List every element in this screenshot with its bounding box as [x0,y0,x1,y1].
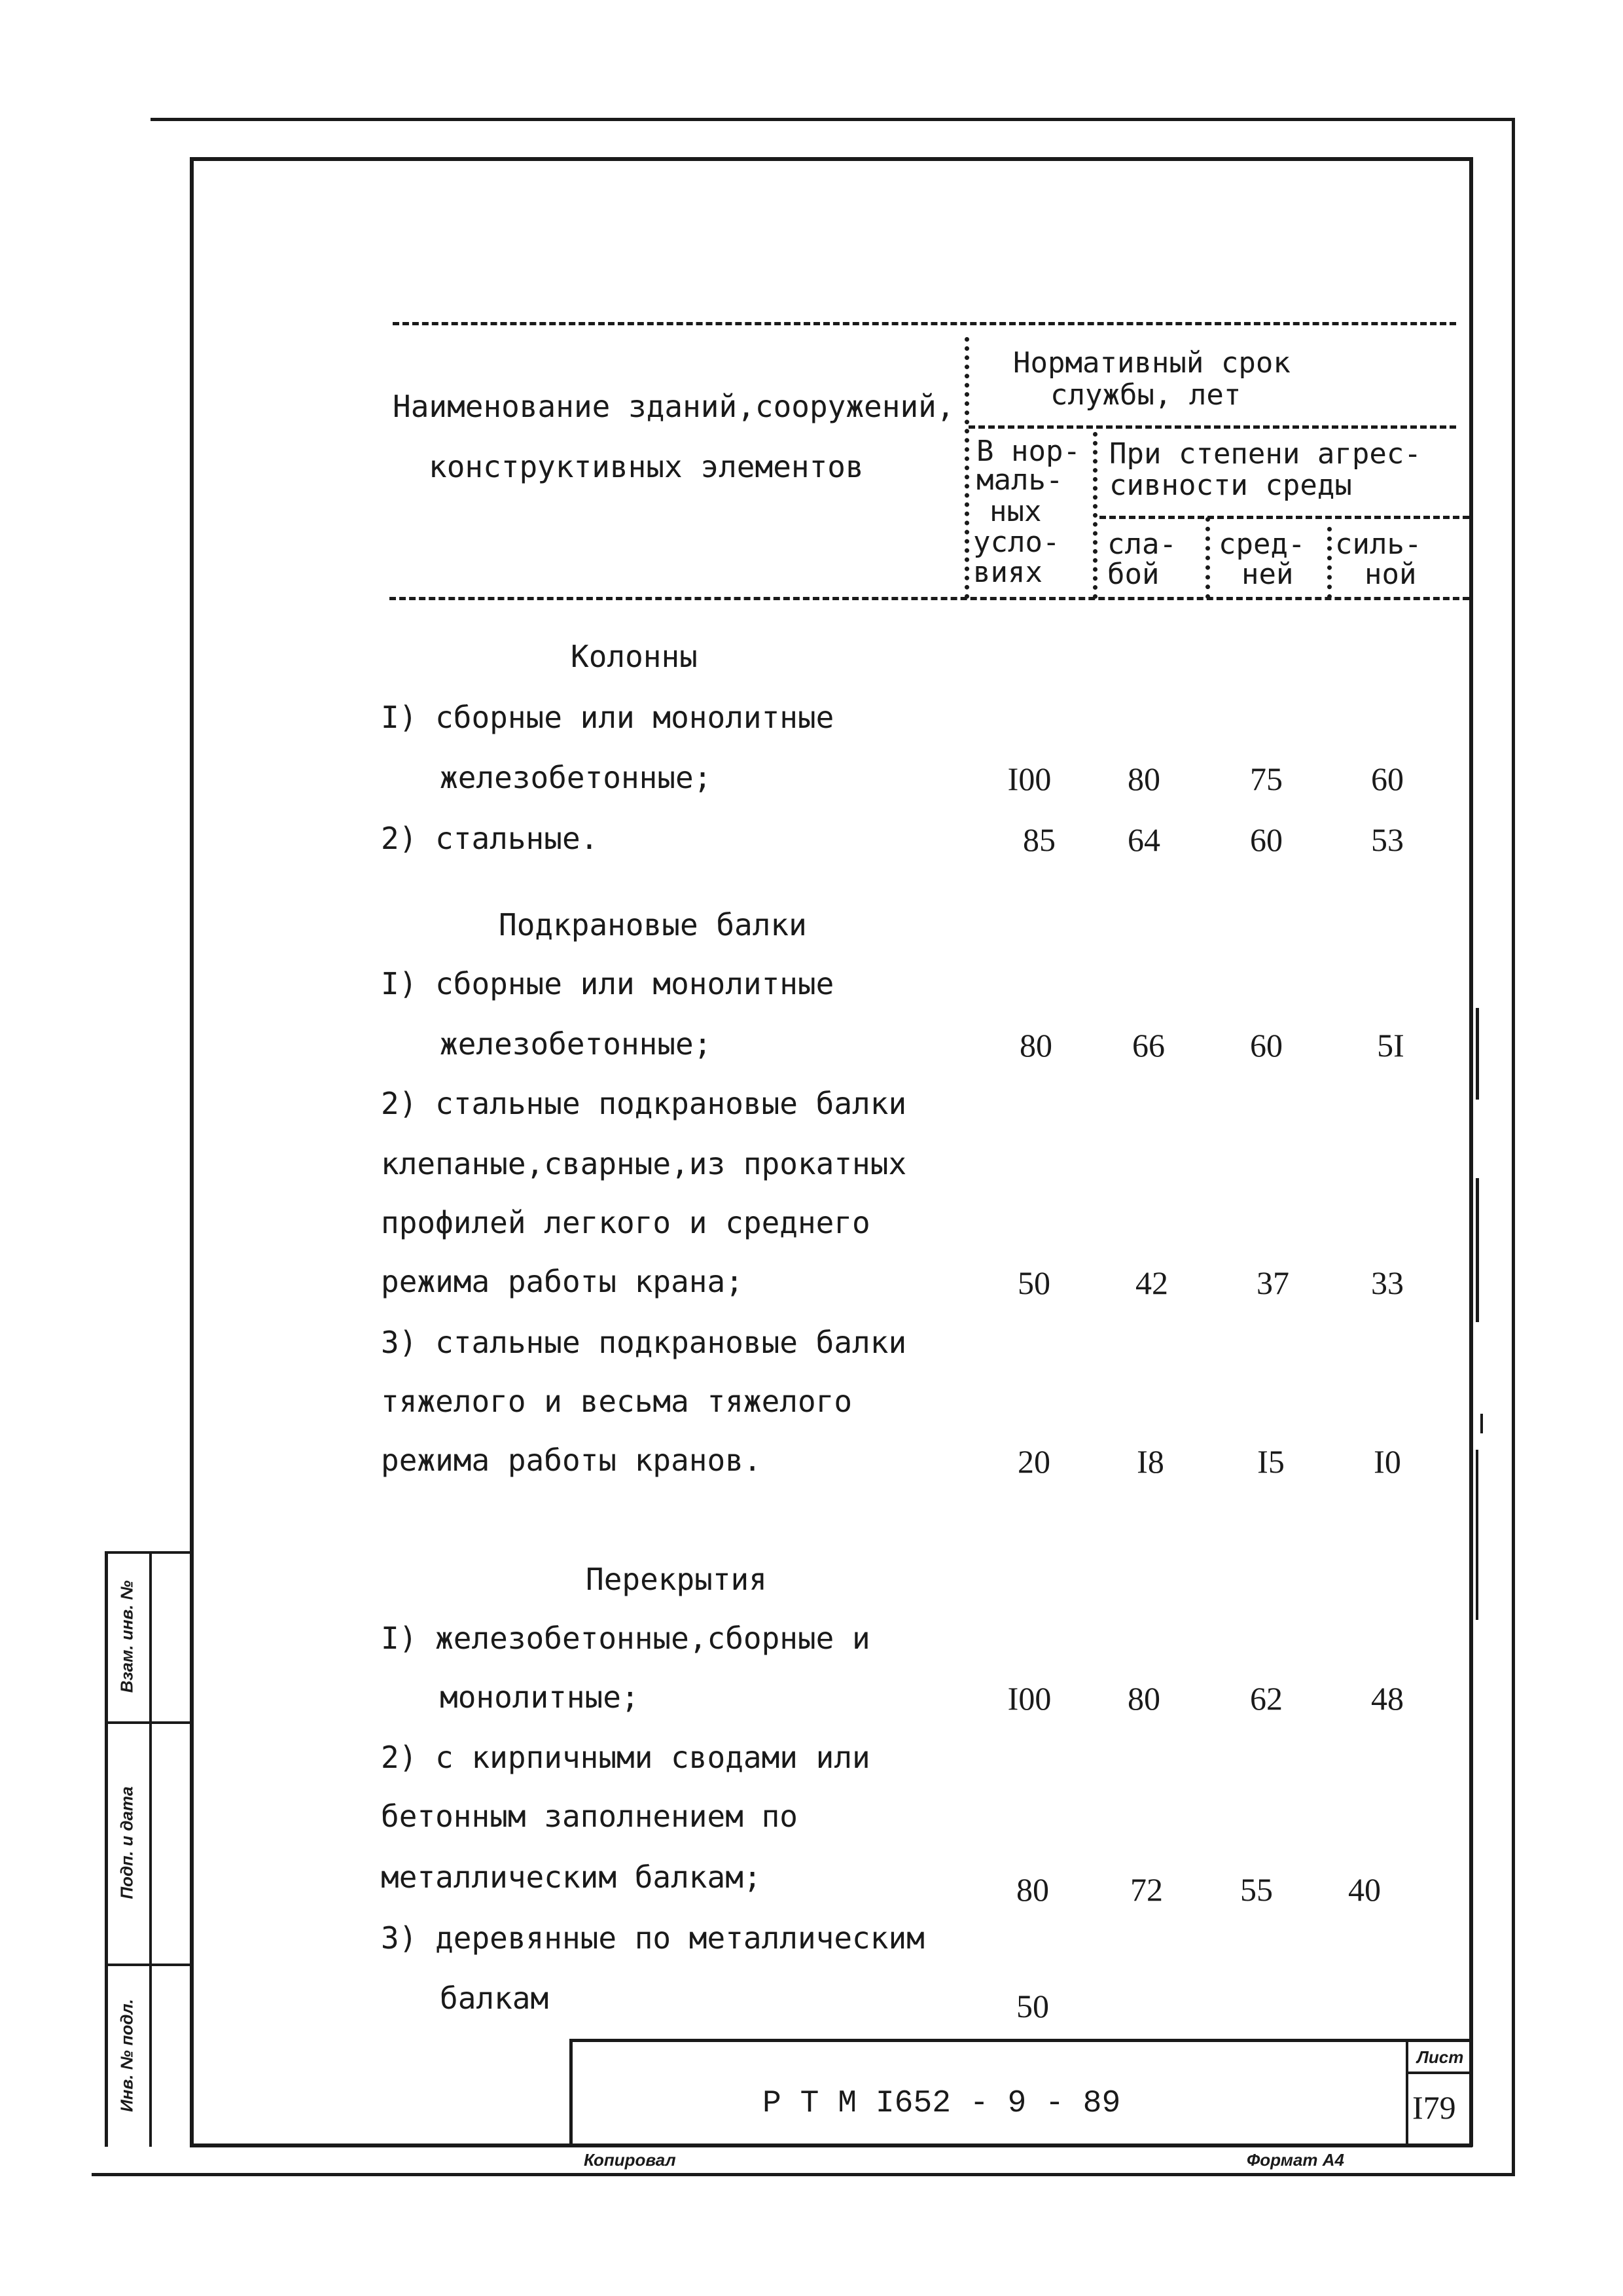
value-strong: 33 [1371,1265,1404,1301]
value-strong: 5I [1377,1027,1404,1064]
row-text: I) железобетонные,сборные и [381,1621,870,1656]
margin-mark [1476,1450,1478,1620]
value-normal: 20 [1018,1443,1050,1480]
value-strong: 60 [1371,761,1404,797]
frame-bottom [190,2144,1472,2147]
bottom-edge-line [92,2173,1515,2176]
header-bottom-rule [389,597,1469,600]
row-text: профилей легкого и среднего [381,1205,870,1240]
value-weak: 42 [1135,1265,1168,1301]
value-normal: I00 [1007,761,1052,797]
value-medium: I5 [1257,1443,1285,1480]
value-strong: 40 [1348,1871,1381,1908]
value-weak: 80 [1128,1680,1160,1717]
frame-right [1469,157,1473,2147]
header-aggr-line2: сивности среды [1109,469,1352,502]
header-divider-normal [1093,432,1097,599]
outer-right-edge [1512,118,1515,2173]
header-strong-line2: ной [1364,558,1417,591]
value-medium: 60 [1250,1027,1283,1064]
frame-top [190,157,1472,161]
margin-mark [1476,1008,1479,1100]
value-weak: 66 [1132,1027,1165,1064]
row-text: режима работы крана; [381,1264,743,1299]
top-edge-line [151,118,1515,121]
value-weak: 64 [1128,821,1160,858]
title-block-top [569,2039,1472,2042]
value-normal: 50 [1016,1988,1049,2024]
row-text: 3) деревянные по металлическим [381,1920,925,1956]
value-weak: 72 [1130,1871,1163,1908]
header-medium-line1: сред- [1219,528,1306,561]
value-normal: 80 [1016,1871,1049,1908]
document-designation: Р Т М I652 - 9 - 89 [762,2086,1121,2121]
side-stamp-sep1 [105,1721,193,1724]
header-service-line1: Нормативный срок [1013,346,1291,380]
header-normal-line5: виях [973,556,1043,589]
section-title-floors: Перекрытия [586,1562,767,1597]
header-weak-line2: бой [1107,558,1160,591]
side-label-replace-inv: Взам. инв. № [116,1580,137,1693]
value-strong: 53 [1371,821,1404,858]
value-weak: 80 [1128,761,1160,797]
header-normal-line3: ных [990,495,1042,528]
value-normal: 80 [1020,1027,1052,1064]
header-aggr-line1: При степени агрес- [1109,437,1421,471]
header-weak-line1: сла- [1107,528,1177,561]
value-medium: 55 [1240,1871,1273,1908]
title-block-sheet-divider [1406,2039,1408,2147]
row-text: бетонным заполнением по [381,1799,798,1834]
header-name-line1: Наименование зданий,сооружений, [393,389,955,424]
sheet-label: Лист [1417,2047,1464,2067]
value-medium: 75 [1250,761,1283,797]
side-stamp-outer [105,1551,108,2147]
sheet-number: I79 [1412,2089,1456,2126]
header-rule-aggr [1099,516,1469,519]
header-divider-weak [1205,517,1210,599]
row-text: металлическим балкам; [381,1859,762,1895]
value-strong: 48 [1371,1680,1404,1717]
side-label-sign-date: Подп. и дата [116,1786,137,1899]
value-weak: I8 [1137,1443,1164,1480]
side-stamp-sep2 [105,1964,193,1966]
margin-mark [1476,1178,1479,1322]
header-medium-line2: ней [1241,558,1294,591]
row-text: балкам [440,1981,549,2016]
footer-format: Формат А4 [1247,2150,1344,2170]
value-medium: 60 [1250,821,1283,858]
row-text: тяжелого и весьма тяжелого [381,1384,853,1419]
section-title-columns: Колонны [571,639,698,674]
row-text: 3) стальные подкрановые балки [381,1325,907,1360]
header-top-rule [393,322,1456,325]
row-text: режима работы кранов. [381,1443,762,1478]
header-normal-line4: усло- [973,526,1060,559]
row-text: железобетонные; [440,1026,712,1062]
row-text: клепаные,сварные,из прокатных [381,1146,907,1181]
row-text: I) сборные или монолитные [381,700,834,735]
value-medium: 37 [1257,1265,1289,1301]
side-label-inv-original: Инв. № подл. [116,1999,137,2112]
row-text: 2) стальные. [381,821,599,856]
row-text: 2) стальные подкрановые балки [381,1086,907,1121]
value-normal: 85 [1023,821,1056,858]
header-name-line2: конструктивных элементов [429,449,864,484]
value-medium: 62 [1250,1680,1283,1717]
header-rule-service [969,425,1456,429]
header-strong-line1: силь- [1335,528,1422,561]
row-text: железобетонные; [440,760,712,795]
header-normal-line1: В нор- [976,435,1080,468]
header-normal-line2: маль- [976,463,1063,497]
value-strong: I0 [1374,1443,1401,1480]
section-title-crane-beams: Подкрановые балки [499,907,807,942]
row-text: монолитные; [440,1679,639,1715]
row-text: I) сборные или монолитные [381,966,834,1001]
header-service-line2: службы, лет [1050,378,1241,412]
title-block-left [569,2039,573,2147]
title-block-sheet-sep [1406,2072,1471,2074]
frame-left [190,157,194,2147]
value-normal: I00 [1007,1680,1052,1717]
footer-copied: Копировал [584,2150,676,2170]
value-normal: 50 [1018,1265,1050,1301]
header-divider-name [965,337,969,599]
side-stamp-divider [149,1551,152,2147]
row-text: 2) с кирпичными сводами или [381,1740,870,1775]
header-divider-medium [1327,527,1332,599]
margin-mark [1480,1414,1483,1433]
